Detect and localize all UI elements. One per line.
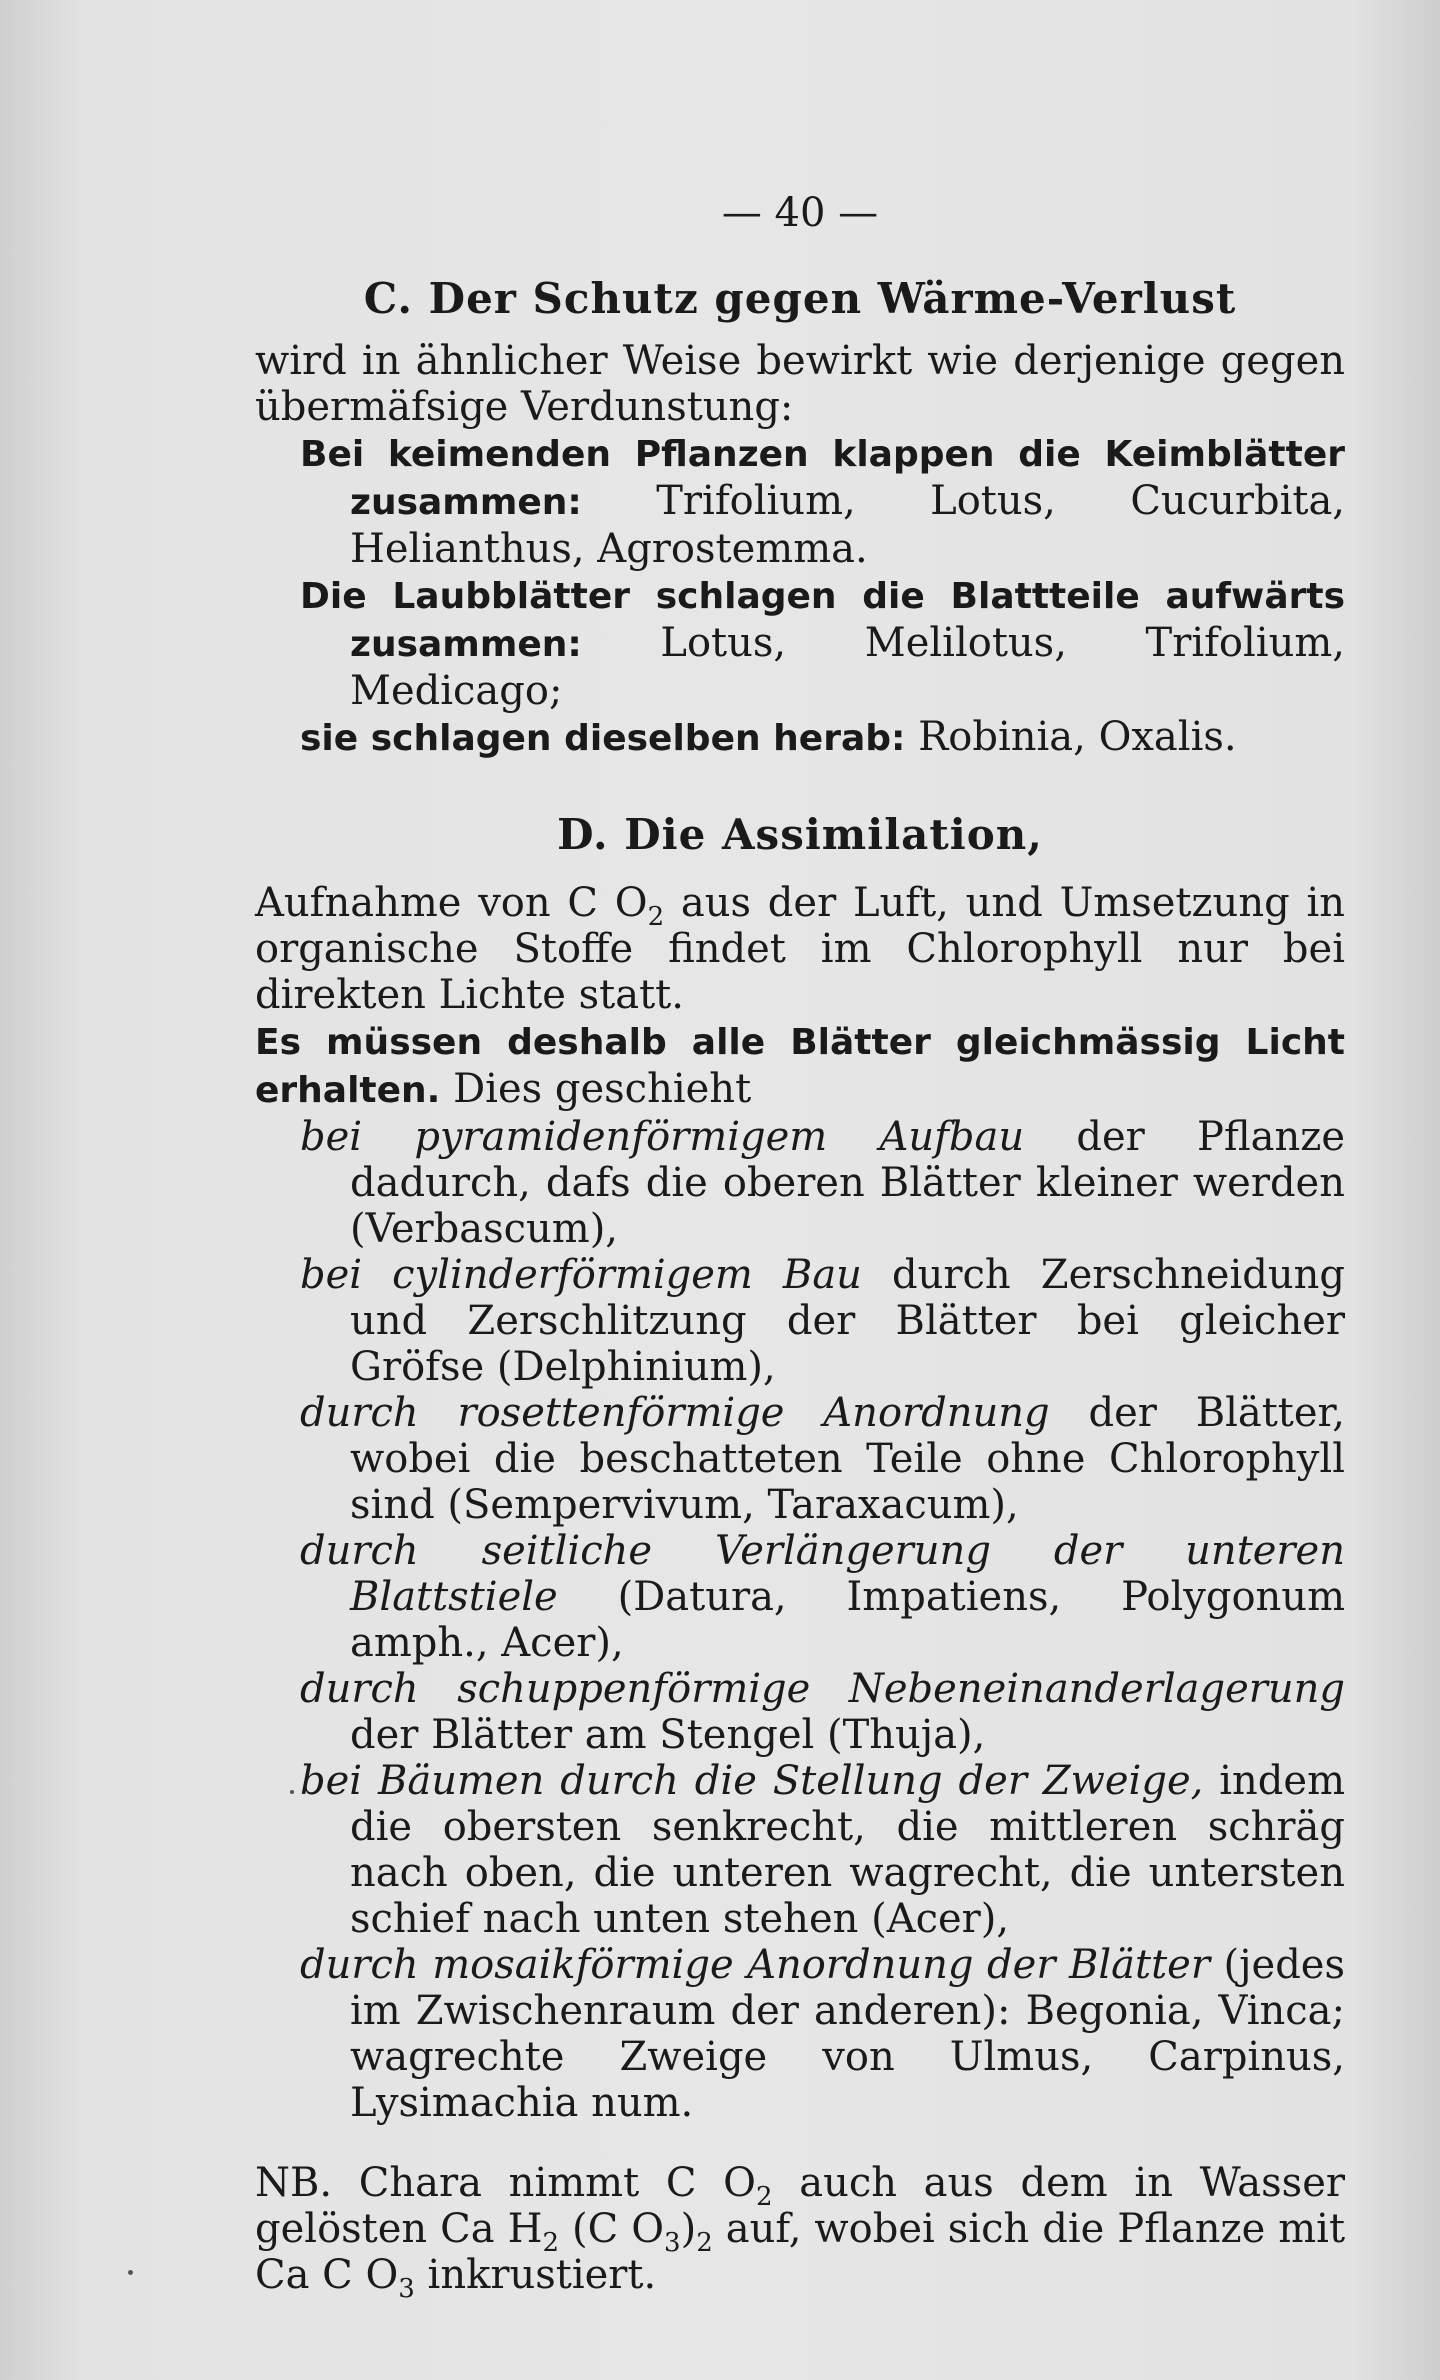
assimilation-item: [255, 1942, 1345, 2126]
nb-part-f: inkrustiert.: [427, 2252, 657, 2298]
nb-sub-3: 3: [664, 2228, 681, 2258]
assimilation-item-italic: durch rosettenförmige Anordnung: [300, 1390, 1050, 1436]
assimilation-item: [255, 1528, 1345, 1666]
assimilation-item-italic: durch seitliche Verlängerung der unteren Blattstiele: [300, 1528, 1345, 1620]
section-d-intro-sub: 2: [647, 902, 665, 932]
section-d-lead: [255, 1018, 1345, 1114]
assimilation-item: [255, 1390, 1345, 1528]
nb-sub-1: 2: [755, 2182, 773, 2212]
assimilation-item: [255, 1666, 1345, 1758]
assimilation-item-italic: durch schuppenförmige Nebeneinanderlagerung: [300, 1666, 1345, 1712]
section-c-item-1-lead: Bei keimenden Pflanzen klappen die Keimblätter zusammen:: [300, 434, 1345, 523]
assimilation-item: [255, 1758, 1345, 1942]
nb-part-d: ): [680, 2206, 697, 2252]
section-d-lead-text: Dies geschieht: [453, 1066, 752, 1112]
section-c-item-3: [255, 714, 1345, 762]
assimilation-item: [255, 1114, 1345, 1252]
section-d-lead-bold: Es müssen deshalb alle Blätter gleichmässig Licht erhalten.: [255, 1022, 1345, 1111]
section-c-item-1-text: Trifolium, Lotus, Cucurbita, Helianthus, Agrostemma.: [350, 478, 1346, 572]
section-c-item-2-text: Lotus, Melilotus, Trifolium, Medicago;: [350, 620, 1346, 714]
assimilation-item-italic: bei cylinderförmigem Bau: [300, 1252, 862, 1298]
assimilation-item-text: der Blätter am Stengel (Thuja),: [350, 1712, 986, 1758]
assimilation-item-italic: bei Bäumen durch die Stellung der Zweige,: [300, 1758, 1204, 1804]
nb-sub-5: 3: [398, 2274, 415, 2304]
nota-bene: [255, 2160, 1346, 2304]
section-d-heading: D. Die Assimilation,: [557, 810, 1043, 859]
section-c-heading: C. Der Schutz gegen Wärme-Verlust: [363, 274, 1237, 323]
section-d-intro-b: aus der Luft, und Umsetzung in organische Stoffe findet im Chlorophyll nur bei direkten Lichte statt.: [255, 880, 1346, 1018]
section-d-list: [255, 1114, 1345, 2126]
section-c-item-1: [255, 430, 1345, 572]
paper-speck: [128, 2270, 133, 2275]
nb-sub-2: 2: [542, 2228, 560, 2258]
section-c-item-2-lead: Die Laubblätter schlagen die Blattteile aufwärts zusammen:: [300, 576, 1345, 665]
assimilation-item-italic: bei pyramidenförmigem Aufbau: [300, 1114, 1025, 1160]
assimilation-item-text: (jedes im Zwischenraum der anderen): Begonia, Vinca; wagrechte Zweige von Ulmus, Carpinus, Lysimachia num.: [350, 1942, 1345, 2126]
nb-part-c: (C O: [572, 2206, 665, 2252]
nb-part-a: NB. Chara nimmt C O: [255, 2160, 756, 2206]
assimilation-item-text: der Pflanze dadurch, dafs die oberen Blätter kleiner werden (Verbascum),: [350, 1114, 1345, 1252]
assimilation-item-italic: durch mosaikförmige Anordnung der Blätter: [300, 1942, 1210, 1988]
assimilation-item: [255, 1252, 1345, 1390]
paper-speck: [290, 1790, 294, 1794]
assimilation-item-text: indem die obersten senkrecht, die mittleren schräg nach oben, die unteren wagrecht, die untersten schief nach unten stehen (Acer),: [350, 1758, 1345, 1942]
section-c-item-2: [255, 572, 1345, 714]
nb-sub-4: 2: [696, 2228, 713, 2258]
nb-part-e: auf, wobei sich die Pflanze mit Ca C O: [255, 2206, 1346, 2298]
assimilation-item-text: der Blätter, wobei die beschatteten Teile ohne Chlorophyll sind (Sempervivum, Taraxacum),: [350, 1390, 1345, 1528]
assimilation-item-text: durch Zerschneidung und Zerschlitzung der Blätter bei gleicher Gröfse (Delphinium),: [350, 1252, 1346, 1390]
section-c-item-3-lead: sie schlagen dieselben herab:: [300, 718, 906, 759]
assimilation-item-text: (Datura, Impatiens, Polygonum amph., Acer),: [350, 1574, 1346, 1666]
page-content: [255, 190, 1346, 2304]
section-d-intro: [255, 880, 1345, 1018]
section-d-intro-a: Aufnahme von C O: [255, 880, 648, 926]
nb-part-b: auch aus dem in Wasser gelösten Ca H: [255, 2160, 1345, 2252]
section-c-intro: wird in ähnlicher Weise bewirkt wie derjenige gegen übermäfsige Verdunstung:: [255, 338, 1345, 430]
section-c-item-3-text: Robinia, Oxalis.: [918, 714, 1237, 760]
page-number: — 40 —: [721, 190, 879, 236]
